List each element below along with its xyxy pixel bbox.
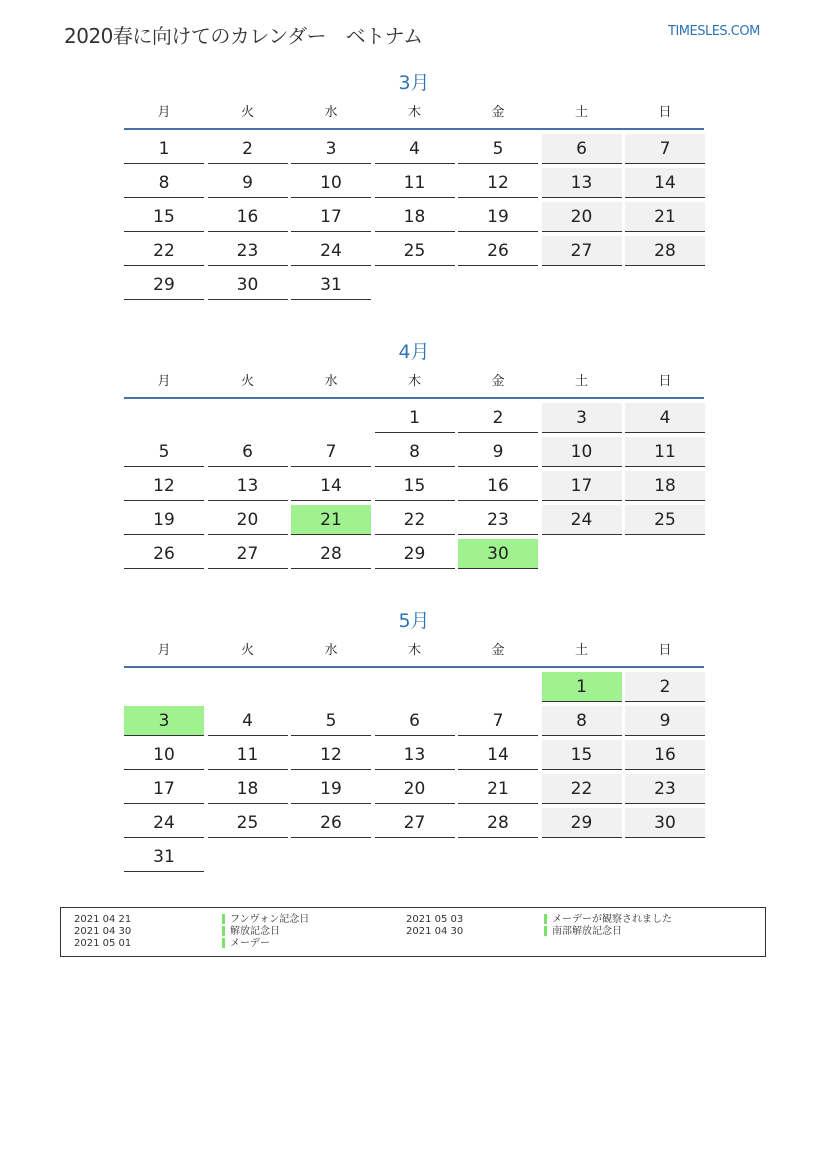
month-title: 3月 <box>398 72 430 94</box>
empty-day <box>375 672 455 702</box>
day-cell: 7 <box>458 706 538 736</box>
day-cell: 13 <box>208 471 288 501</box>
day-cell: 4 <box>375 134 455 164</box>
day-cell: 27 <box>375 808 455 838</box>
day-cell: 22 <box>542 774 622 804</box>
weekday-label: 火 <box>240 105 254 120</box>
weekday-label: 土 <box>574 374 588 389</box>
day-cell: 19 <box>291 774 371 804</box>
day-grid <box>124 134 704 300</box>
day-cell: 18 <box>625 471 705 501</box>
legend-holiday-name: 南部解放記念日 <box>552 926 622 937</box>
legend-left-dates <box>74 914 131 950</box>
weekday-label: 日 <box>658 643 672 658</box>
day-cell: 12 <box>291 740 371 770</box>
weekday-label: 木 <box>407 643 421 658</box>
legend-holiday-name: メーデー <box>230 938 270 949</box>
legend-date: 2021 05 03 <box>406 914 464 925</box>
weekday-label: 日 <box>658 105 672 120</box>
day-cell: 15 <box>542 740 622 770</box>
day-cell: 3 <box>542 403 622 433</box>
day-cell: 13 <box>375 740 455 770</box>
day-cell: 4 <box>625 403 705 433</box>
day-cell: 25 <box>208 808 288 838</box>
day-cell: 11 <box>625 437 705 467</box>
day-cell: 22 <box>124 236 204 266</box>
day-cell: 29 <box>375 539 455 569</box>
day-cell: 26 <box>458 236 538 266</box>
day-cell: 28 <box>291 539 371 569</box>
empty-day <box>208 403 288 433</box>
day-cell: 18 <box>208 774 288 804</box>
holiday-day-cell: 21 <box>291 505 371 535</box>
weekday-label: 月 <box>157 374 171 389</box>
day-cell: 8 <box>375 437 455 467</box>
weekday-label: 水 <box>324 643 338 658</box>
day-cell: 1 <box>124 134 204 164</box>
day-cell: 12 <box>458 168 538 198</box>
legend-date: 2021 04 30 <box>74 926 132 937</box>
day-cell: 14 <box>458 740 538 770</box>
day-cell: 9 <box>625 706 705 736</box>
holiday-day-cell: 1 <box>542 672 622 702</box>
day-cell: 11 <box>208 740 288 770</box>
day-cell: 2 <box>458 403 538 433</box>
empty-day <box>458 672 538 702</box>
page-title: 2020春に向けてのカレンダー ベトナム <box>64 24 423 48</box>
empty-day <box>291 403 371 433</box>
day-cell: 25 <box>625 505 705 535</box>
holiday-marker-icon <box>222 926 225 936</box>
day-cell: 31 <box>291 270 371 300</box>
day-cell: 26 <box>291 808 371 838</box>
day-cell: 29 <box>124 270 204 300</box>
empty-day <box>291 672 371 702</box>
day-cell: 20 <box>375 774 455 804</box>
day-cell: 18 <box>375 202 455 232</box>
day-cell: 5 <box>458 134 538 164</box>
empty-day <box>208 672 288 702</box>
day-cell: 21 <box>625 202 705 232</box>
weekday-label: 木 <box>407 374 421 389</box>
month-may <box>124 606 704 872</box>
day-grid <box>124 672 704 872</box>
weekday-label: 月 <box>157 643 171 658</box>
month-march <box>124 68 704 300</box>
day-cell: 26 <box>124 539 204 569</box>
day-cell: 31 <box>124 842 204 872</box>
day-cell: 14 <box>291 471 371 501</box>
weekday-label: 日 <box>658 374 672 389</box>
day-cell: 7 <box>291 437 371 467</box>
day-cell: 15 <box>124 202 204 232</box>
day-cell: 16 <box>458 471 538 501</box>
weekday-header <box>124 98 704 130</box>
weekday-label: 火 <box>240 643 254 658</box>
day-cell: 21 <box>458 774 538 804</box>
day-cell: 16 <box>625 740 705 770</box>
day-cell: 3 <box>291 134 371 164</box>
day-cell: 12 <box>124 471 204 501</box>
day-grid <box>124 403 704 569</box>
day-cell: 20 <box>542 202 622 232</box>
holiday-marker-icon <box>222 938 225 948</box>
day-cell: 8 <box>542 706 622 736</box>
day-cell: 17 <box>542 471 622 501</box>
day-cell: 23 <box>625 774 705 804</box>
day-cell: 19 <box>124 505 204 535</box>
weekday-label: 火 <box>240 374 254 389</box>
day-cell: 5 <box>291 706 371 736</box>
day-cell: 30 <box>208 270 288 300</box>
legend-left-names <box>222 914 309 950</box>
brand-link[interactable]: TIMESLES.COM <box>668 24 760 39</box>
month-april <box>124 337 704 569</box>
weekday-label: 水 <box>324 374 338 389</box>
day-cell: 2 <box>625 672 705 702</box>
day-cell: 28 <box>625 236 705 266</box>
legend-holiday-name: フンヴォン記念日 <box>230 914 310 925</box>
day-cell: 24 <box>291 236 371 266</box>
day-cell: 22 <box>375 505 455 535</box>
day-cell: 10 <box>291 168 371 198</box>
day-cell: 16 <box>208 202 288 232</box>
empty-day <box>124 403 204 433</box>
day-cell: 11 <box>375 168 455 198</box>
day-cell: 6 <box>208 437 288 467</box>
legend-right-dates <box>406 914 463 938</box>
day-cell: 9 <box>458 437 538 467</box>
weekday-label: 水 <box>324 105 338 120</box>
legend-date: 2021 05 01 <box>74 938 132 949</box>
weekday-label: 月 <box>157 105 171 120</box>
legend-date: 2021 04 30 <box>406 926 464 937</box>
holiday-day-cell: 3 <box>124 706 204 736</box>
weekday-label: 土 <box>574 643 588 658</box>
day-cell: 7 <box>625 134 705 164</box>
weekday-label: 金 <box>491 105 505 120</box>
day-cell: 6 <box>542 134 622 164</box>
day-cell: 6 <box>375 706 455 736</box>
day-cell: 13 <box>542 168 622 198</box>
legend-holiday-name: メーデーが観察されました <box>552 914 672 925</box>
legend-date: 2021 04 21 <box>74 914 132 925</box>
day-cell: 29 <box>542 808 622 838</box>
day-cell: 19 <box>458 202 538 232</box>
day-cell: 20 <box>208 505 288 535</box>
day-cell: 30 <box>625 808 705 838</box>
day-cell: 10 <box>124 740 204 770</box>
day-cell: 5 <box>124 437 204 467</box>
day-cell: 25 <box>375 236 455 266</box>
day-cell: 27 <box>208 539 288 569</box>
legend-holiday-name: 解放記念日 <box>230 926 280 937</box>
day-cell: 4 <box>208 706 288 736</box>
day-cell: 23 <box>208 236 288 266</box>
legend-right-names <box>544 914 672 938</box>
holiday-day-cell: 30 <box>458 539 538 569</box>
month-title: 4月 <box>398 341 430 363</box>
weekday-label: 木 <box>407 105 421 120</box>
day-cell: 8 <box>124 168 204 198</box>
day-cell: 10 <box>542 437 622 467</box>
holiday-marker-icon <box>544 914 547 924</box>
weekday-label: 金 <box>491 643 505 658</box>
day-cell: 23 <box>458 505 538 535</box>
weekday-label: 金 <box>491 374 505 389</box>
weekday-header <box>124 367 704 399</box>
empty-day <box>124 672 204 702</box>
day-cell: 15 <box>375 471 455 501</box>
day-cell: 17 <box>291 202 371 232</box>
weekday-label: 土 <box>574 105 588 120</box>
day-cell: 28 <box>458 808 538 838</box>
day-cell: 24 <box>124 808 204 838</box>
day-cell: 24 <box>542 505 622 535</box>
day-cell: 2 <box>208 134 288 164</box>
weekday-header <box>124 636 704 668</box>
day-cell: 27 <box>542 236 622 266</box>
holiday-marker-icon <box>222 914 225 924</box>
holiday-marker-icon <box>544 926 547 936</box>
day-cell: 14 <box>625 168 705 198</box>
holiday-legend <box>60 907 766 957</box>
month-title: 5月 <box>398 610 430 632</box>
day-cell: 9 <box>208 168 288 198</box>
day-cell: 1 <box>375 403 455 433</box>
day-cell: 17 <box>124 774 204 804</box>
